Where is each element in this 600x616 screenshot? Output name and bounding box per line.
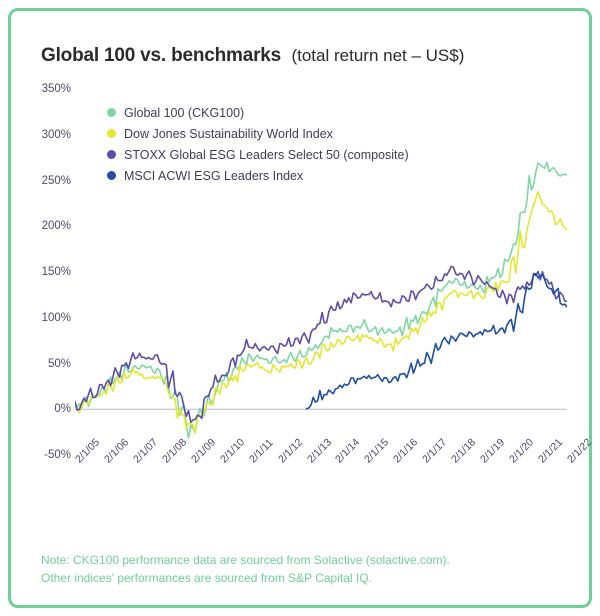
legend-dot-icon — [107, 108, 116, 117]
x-axis-tick: 2/1/16 — [391, 436, 421, 466]
x-axis-tick: 2/1/17 — [420, 436, 450, 466]
legend-item[interactable] — [107, 145, 409, 164]
y-axis-tick: 50% — [47, 357, 71, 370]
y-axis-tick: 150% — [41, 266, 71, 278]
x-axis-tick: 2/1/12 — [275, 436, 305, 466]
legend-item[interactable] — [107, 166, 409, 185]
x-axis-tick: 2/1/05 — [73, 436, 103, 466]
note-line-1: Note: CKG100 performance data are sourced from Solactive (solactive.com). — [41, 553, 450, 567]
x-axis-tick: 2/1/09 — [188, 436, 218, 466]
note-line-2: Other indices' performances are sourced from S&P Capital IQ. — [41, 571, 372, 585]
x-axis-tick: 2/1/15 — [362, 436, 392, 466]
page-title: Global 100 vs. benchmarks — [41, 45, 282, 66]
y-axis-tick: -50% — [44, 449, 71, 461]
x-axis-tick: 2/1/06 — [101, 436, 132, 466]
x-axis-tick: 2/1/20 — [507, 436, 537, 466]
legend-label: Dow Jones Sustainability World Index — [124, 126, 333, 141]
x-axis-tick: 2/1/22 — [565, 436, 595, 466]
y-axis-tick: 100% — [41, 311, 71, 324]
legend-label: Global 100 (CKG100) — [124, 105, 245, 120]
chart-header — [41, 45, 464, 67]
chart-note — [41, 551, 561, 587]
legend-label: STOXX Global ESG Leaders Select 50 (composite) — [124, 147, 409, 162]
y-axis-tick: 250% — [41, 174, 71, 187]
x-axis-tick: 2/1/11 — [246, 436, 276, 466]
y-axis — [29, 83, 71, 461]
x-axis-tick: 2/1/07 — [130, 436, 161, 466]
chart-subtitle: (total return net – US$) — [291, 46, 465, 65]
x-axis-tick: 2/1/18 — [449, 436, 479, 466]
legend-dot-icon — [107, 150, 116, 159]
y-axis-tick: 0% — [54, 403, 71, 416]
chart-legend — [107, 103, 409, 187]
x-axis-tick: 2/1/08 — [159, 436, 189, 466]
legend-label: MSCI ACWI ESG Leaders Index — [124, 168, 304, 183]
legend-item[interactable] — [107, 124, 409, 143]
y-axis-tick: 350% — [41, 83, 71, 95]
x-axis-tick: 2/1/19 — [478, 436, 508, 466]
legend-dot-icon — [107, 129, 116, 138]
x-axis-tick: 2/1/10 — [217, 436, 247, 466]
x-axis — [73, 436, 595, 517]
x-axis-tick: 2/1/13 — [304, 436, 334, 466]
y-axis-tick: 200% — [41, 220, 71, 233]
chart-card — [8, 8, 595, 608]
legend-dot-icon — [107, 171, 116, 180]
legend-item[interactable] — [107, 103, 409, 122]
x-axis-tick: 2/1/14 — [333, 436, 363, 466]
y-axis-tick: 300% — [41, 128, 71, 141]
x-axis-tick: 2/1/21 — [536, 436, 566, 466]
